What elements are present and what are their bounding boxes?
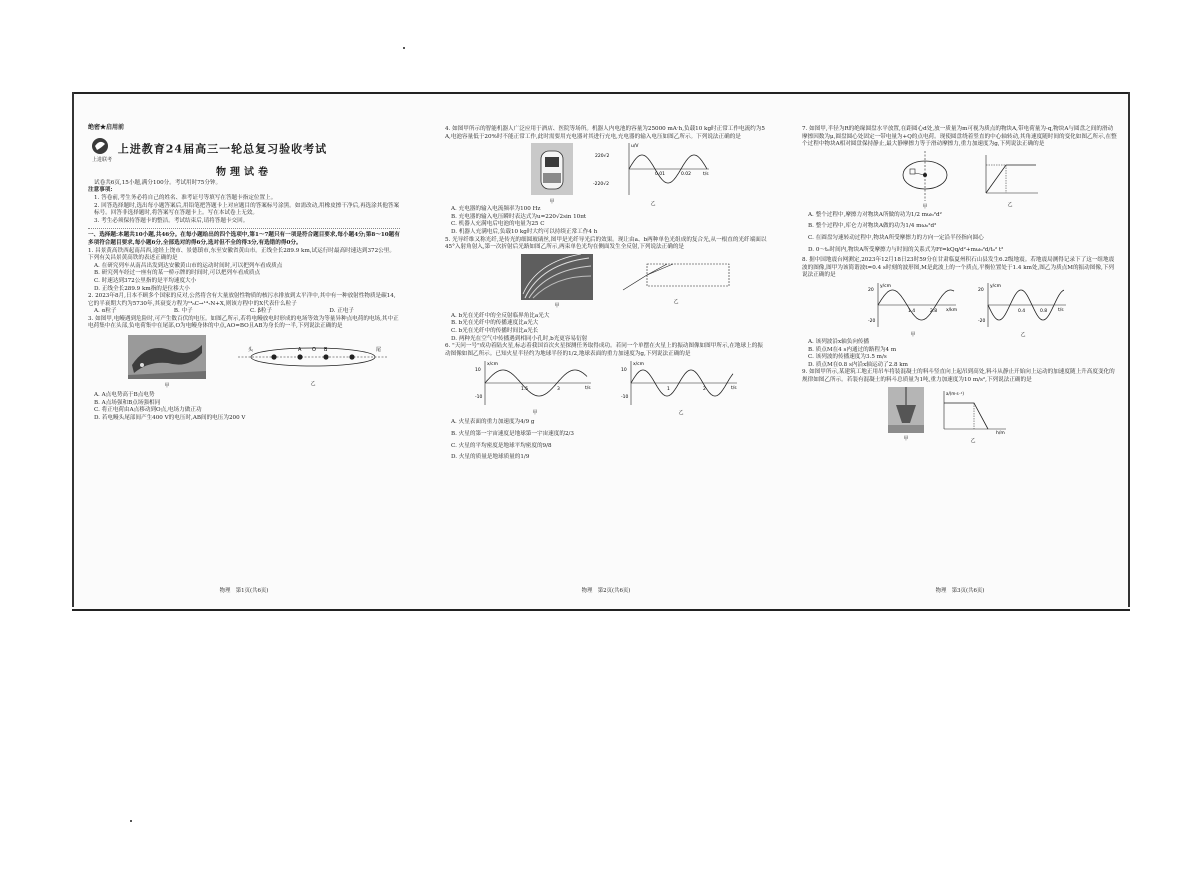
eel-field-diagram — [238, 339, 388, 388]
q5-option: B. b光在光纤中的传播速度比a光大 — [451, 320, 539, 327]
axis-label: x/cm — [487, 362, 499, 368]
q3-stem: 3. 如图甲,电鳗遇到危险时,可产生数百伏的电压。如图乙所示,若将电鳗放电时形成的电场等效为等量异种点电荷的电场,其中正电荷集中在头部,负电荷集中在尾部,O为电鳗身体的中点,AO=BO且AB为身长的一半,下列说法正确的是 — [88, 315, 399, 330]
tick-label: 0.4 — [1018, 308, 1026, 314]
exam-sheet — [72, 92, 1130, 611]
q4-figures — [445, 143, 767, 205]
tick-label: -220√2 — [593, 182, 609, 188]
fig-label: 甲 — [903, 436, 909, 443]
voltage-graph — [593, 141, 713, 208]
q3-option: C. 将正电荷由A点移动到O点,电场力做正功 — [94, 407, 202, 414]
q9-figures — [802, 387, 1118, 447]
page-footer: 物理 第2页(共6页) — [581, 588, 631, 595]
point-label: B — [324, 347, 328, 354]
subject-title: 物理试卷 — [216, 167, 272, 179]
fig-label: 甲 — [554, 303, 560, 310]
q3-option: A. A点电势高于B点电势 — [94, 392, 155, 399]
axis-label: y/cm — [990, 283, 1002, 289]
q7-option: A. 整个过程中,摩擦力对物块A所做的功为1/2 mω₀²d² — [808, 211, 942, 218]
axis-label: t/s — [731, 386, 737, 392]
tick-label: 0.8 — [1040, 308, 1048, 314]
rotating-disk-diagram — [898, 151, 952, 212]
q7-option: C. 在圆盘匀速转动过程中,物块A所受摩擦力的方向一定沿半径指向圆心 — [808, 234, 984, 241]
q4-stem: 4. 如图甲所示的智能机器人广泛应用于酒店、医院等场所。机器人内电池的容量为25000 mA·h,负载10 kg时正常工作电流约为5 A,电池容量低于20%时不能正常工作,此时需要用充电器对其进行充电,充电器的输入电压如图乙所示。下列说法正确的是 — [445, 126, 765, 140]
axis-label: t/s — [585, 386, 591, 392]
sheet-edge — [72, 92, 74, 607]
fig-label: 乙 — [1007, 202, 1013, 209]
acceleration-graph — [938, 389, 1008, 446]
q1-option: C. 时速达到372公里指的是平均速度大小 — [94, 277, 197, 284]
scan-speck — [403, 47, 405, 49]
q6-stem: 6. "天问一号"成功着陆火星,标志着我国首次火星探测任务取得成功。若同一个单摆在火星上的振动图像如图甲所示,在地球上的振动图像如图乙所示。已知火星半径约为地球半径的1/2,地球表面的重力加速度为g,下列说法正确的是 — [445, 343, 763, 357]
q1-option: A. 在研究列车从南昌出发到达安徽黄山市的运动时间时,可以把列车看成质点 — [94, 262, 283, 269]
fig-label: 乙 — [310, 380, 316, 387]
q5-option: A. b光在光纤中的全反射临界角比a光大 — [451, 312, 550, 319]
secret-label: 绝密★启用前 — [88, 124, 125, 131]
page-footer: 物理 第1页(共6页) — [219, 588, 269, 595]
exam-title: 上进教育24届高三一轮总复习验收考试 — [117, 141, 328, 155]
notes-title: 注意事项: — [88, 187, 113, 194]
q3-figures — [88, 333, 400, 391]
note-item: 3. 考生必须保持答题卡的整洁。考试结束后,请将答题卡交回。 — [94, 217, 249, 224]
tick-label: 10 — [621, 368, 627, 374]
fig-label: 乙 — [970, 438, 976, 445]
sheet-edge — [1128, 92, 1130, 607]
note-item: 2. 回答选择题时,选出每小题答案后,用铅笔把答题卡上对应题目的答案标号涂黑。如需改动,用橡皮擦干净后,再选涂其他答案标号。回答非选择题时,将答案写在答题卡上。写在本试卷上无效。 — [94, 202, 400, 217]
q1-option: D. 正线全长289.9 km指的是位移大小 — [94, 285, 190, 292]
publisher-logo — [88, 136, 116, 166]
q5-stem: 5. 光导纤维又称光纤,是传光的细圆玻璃丝,图甲是光纤导光后的效果。现让由a、b两种单色光组成的复合光,从一根直的光纤端面以45°入射角射入,第一次折射后光路如图乙所示,两束单色光均在侧面发生全反射,下列说法正确的是 — [445, 236, 767, 251]
q2-options — [88, 308, 354, 316]
page-2 — [445, 100, 767, 600]
wave-graph — [868, 282, 958, 339]
q7-option: B. 整个过程中,库仑力对物块A做的功为1/4 mω₀²d² — [808, 223, 937, 230]
q4-option: B. 充电器的输入电压瞬时表达式为u=220√2sin 10πt — [451, 213, 587, 220]
robot-photo — [531, 143, 573, 206]
fig-label: 甲 — [532, 409, 538, 416]
axis-label: x/km — [946, 307, 958, 313]
q6-figures — [445, 360, 767, 416]
fig-label: 甲 — [910, 331, 916, 338]
pendulum-graph-mars — [475, 360, 595, 417]
tick-label: 2 — [703, 387, 706, 393]
electric-eel-photo — [128, 335, 206, 390]
exam-header — [88, 136, 400, 166]
q6-option: A. 火星表面的重力加速度为4/9 g — [451, 419, 535, 426]
q7-stem: 7. 如图甲,半径为R的绝缘圆盘水平放置,在距圆心d处,放一质量为m可视为质点的物块A,带电荷量为-q,物块A与圆盘之间的滑动摩擦因数为μ,圆盘圆心处固定一带电量为+Q的点电荷。现使圆盘绕着竖直的中心轴转动,其角速度随时间的变化如图乙所示,在整个过程中物块A相对圆盘保持静止,最大静摩擦力等于滑动摩擦力,重力加速度为g,下列说法正确的是 — [802, 126, 1117, 148]
tick-label: 2.8 — [930, 308, 938, 314]
point-label: O — [312, 347, 316, 354]
fig-label: 甲 — [549, 198, 555, 205]
q7-figures — [802, 151, 1118, 211]
axis-label: t/s — [1058, 307, 1064, 313]
axis-label: u/V — [631, 144, 639, 150]
q5-figures — [445, 254, 767, 312]
q2-option: C. β粒子 — [250, 308, 273, 315]
q6-option: D. 火星的质量是地球质量的1/9 — [451, 454, 530, 461]
q3-option: B. A点场强和B点场强相同 — [94, 399, 161, 406]
q1-option: B. 研究列车经过一座有的某一桥示牌的时间时,可以把列车看成质点 — [94, 270, 261, 277]
tick-label: -20 — [978, 318, 986, 324]
q1-stem: 1. 昌景黄高铁西起南昌西,途经上饶市、景德镇市,东至安徽省黄山市。正线全长289.9 km,试运行时最高时速达到372公里。下列有关昌景黄高铁的表述正确的是 — [88, 247, 395, 262]
axis-label: h/m — [996, 430, 1005, 435]
scan-speck — [130, 820, 132, 822]
page-1 — [88, 100, 400, 600]
q3-option: D. 若电鳗头尾部间产生400 V的电压时,AB间的电压为200 V — [94, 414, 246, 421]
tick-label: 20 — [868, 287, 874, 293]
q2-option: A. α粒子 — [94, 308, 117, 315]
q8-option: D. 质点M在0.8 s内沿x轴运动了2.8 km — [808, 361, 908, 368]
tick-label: 20 — [978, 287, 984, 293]
axis-label: y/cm — [880, 283, 892, 289]
q5-option: C. b光在光纤中的传播时间比a光长 — [451, 327, 539, 334]
q8-stem: 8. 据中国地震台网测定,2023年12月18日23时59分在甘肃临夏州积石山县发生6.2级地震。若地震局测得记录下了这一组地震波的图像,图甲为该简谐波t=0.4 s时刻的波形图,M是此波上的一个质点,平衡位置处于1.4 km处,图乙为质点M的振动图像,下列说法正确的是 — [802, 257, 1115, 279]
q8-figures — [802, 282, 1118, 338]
fig-label: 乙 — [678, 409, 684, 416]
exam-intro: 试卷共6页,15小题,满分100分。考试用时75分钟。 — [94, 179, 222, 186]
q8-option: A. 该列波沿x轴负向传播 — [808, 338, 870, 345]
axis-label: x/cm — [633, 362, 645, 368]
tick-label: -10 — [475, 395, 483, 401]
q2-option: B. 中子 — [173, 308, 193, 315]
fig-label: 乙 — [1020, 331, 1026, 338]
vibration-graph — [978, 282, 1068, 339]
logo-text: 上进联考 — [91, 156, 113, 162]
fig-label: 甲 — [922, 204, 928, 211]
section-heading: 一、选择题:本题共10小题,共46分。在每小题给出的四个选项中,第1～7题只有一项是符合题目要求,每小题4分;第8～10题有多项符合题目要求,每小题6分,全部选对的得6分,选对但不全的得3分,有选错的得0分。 — [88, 232, 400, 246]
page-3 — [802, 100, 1118, 600]
q2-option: D. 正电子 — [329, 308, 354, 315]
axis-label: t/s — [703, 172, 709, 178]
pendulum-graph-earth — [621, 360, 741, 417]
q4-option: A. 充电器的输入电流频率为100 Hz — [451, 206, 541, 213]
point-label: A — [298, 347, 302, 354]
q2-stem: 2. 2023年8月,日本不顾多个国家的反对,公然将含有大量放射性物质的核污水排放到太平洋中,其中有一种放射性物质是碳14,它的半衰期大约为5730年,其衰变方程为¹⁴₆C→¹⁴₇N+X,则该方程中的X代表什么粒子 — [88, 293, 396, 307]
q6-option: B. 火星的第一宇宙速度是地球第一宇宙速度的2/3 — [451, 430, 574, 437]
point-label: 头 — [248, 347, 254, 354]
q4-option: C. 机器人充满电后电池的电量为25 C — [451, 221, 545, 228]
tick-label: 1.4 — [908, 308, 916, 314]
tick-label: -20 — [868, 318, 876, 324]
q6-option: C. 火星的平均密度是地球平均密度的9/8 — [451, 442, 552, 449]
q8-option: C. 该列波的传播速度为3.5 m/s — [808, 354, 887, 361]
fiber-diagram — [621, 260, 731, 307]
note-item: 1. 答卷前,考生务必将自己的姓名、准考证号等填写在答题卡指定位置上。 — [94, 194, 277, 201]
point-label: 尾 — [376, 347, 382, 354]
tick-label: 0.01 — [655, 172, 666, 178]
tick-label: 0.02 — [681, 172, 692, 178]
q8-option: B. 质点M在4 s内通过的路程为4 m — [808, 346, 897, 353]
fiber-photo — [521, 254, 593, 311]
crane-bucket-photo — [888, 387, 924, 444]
q5-option: D. 两种光在空气中传播遇到相同小孔时,b光更容易衍射 — [451, 335, 588, 342]
tick-label: 10 — [475, 368, 481, 374]
page-footer: 物理 第3页(共6页) — [935, 588, 985, 595]
axis-label: a/(m·s⁻²) — [946, 390, 964, 396]
q9-stem: 9. 如图甲所示,某建筑工地正用吊车将装混凝土的料斗竖直向上起吊到高处,料斗从静止开始向上运动的加速度随上升高度变化的规律如图乙所示。若装有混凝土的料斗总质量为1吨,重力加速度为10 m/s²,下列说法正确的是 — [802, 369, 1115, 383]
tick-label: 1 — [667, 387, 670, 393]
fig-label: 乙 — [650, 200, 656, 207]
tick-label: 1.5 — [521, 387, 529, 393]
tick-label: -10 — [621, 395, 629, 401]
tick-label: 220√2 — [595, 154, 610, 160]
q4-option: D. 机器人充满电后,负载10 kg时大约可以持续正常工作4 h — [451, 228, 598, 235]
angular-velocity-graph — [980, 153, 1040, 210]
tick-label: 3 — [557, 387, 560, 393]
fig-label: 甲 — [164, 382, 170, 389]
q7-option: D. 0～t₀时间内,物块A所受摩擦力与时间的关系式为Ff=kQq/d²+mω₀²d/t₀² t² — [808, 246, 1004, 253]
fig-label: 乙 — [673, 299, 679, 306]
